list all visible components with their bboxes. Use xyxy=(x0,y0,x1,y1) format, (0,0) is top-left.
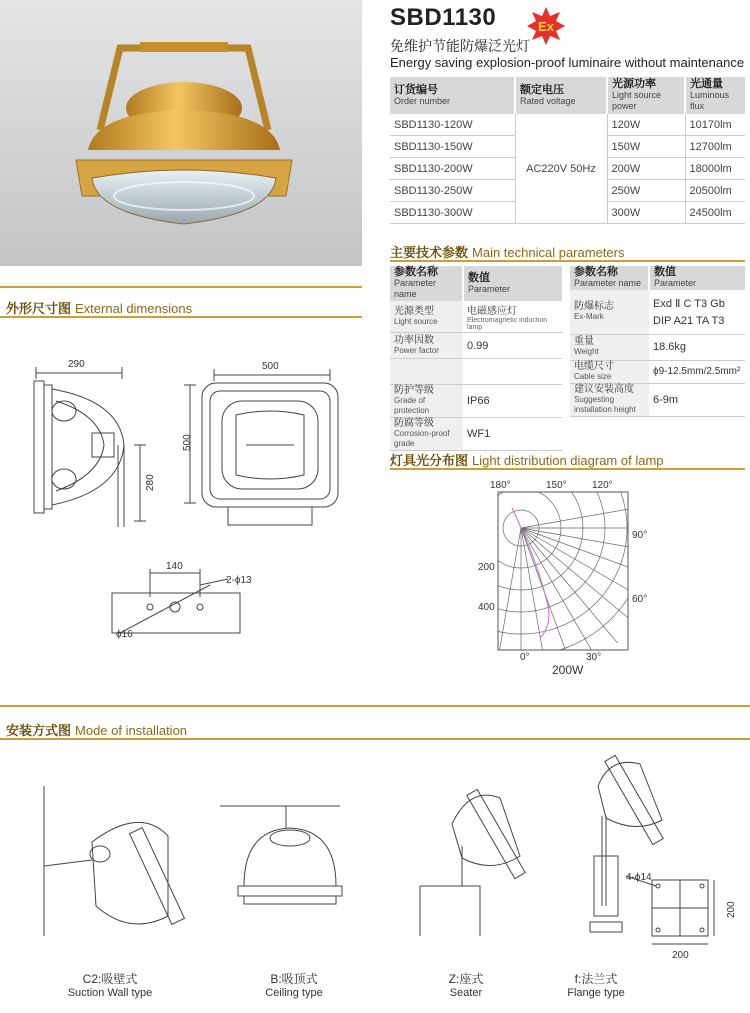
install-caption-flange: f:法兰式 Flange type xyxy=(567,972,625,999)
light-power: 120W xyxy=(607,114,685,136)
order-number: SBD1130-300W xyxy=(390,202,515,224)
install-caption-wall: C2:吸壁式 Suction Wall type xyxy=(67,972,153,999)
dim-500-height: 500 xyxy=(182,434,193,451)
table-row: 防爆标志 Ex-Mark Exd Ⅱ C T3 Gb DIP A21 TA T3 xyxy=(570,290,745,334)
ex-badge-text: Ex xyxy=(538,19,554,34)
table-row: 重量 Weight 18.6kg xyxy=(570,334,745,360)
section-install-title: 安装方式图 Mode of installation xyxy=(6,723,188,738)
polar-spoke xyxy=(521,502,656,528)
product-photo xyxy=(0,0,362,266)
radius-label: 200 xyxy=(478,562,495,573)
install-caption-seater: Z:座式 Seater xyxy=(448,972,484,999)
light-power: 150W xyxy=(607,136,685,158)
luminous-flux: 20500lm xyxy=(685,180,745,202)
radius-label: 400 xyxy=(478,602,495,613)
install-caption-ceiling: B:吸顶式 Ceiling type xyxy=(265,972,323,999)
table-row: 功率因数 Power factor 0.99 xyxy=(390,333,562,359)
dim-500-width: 500 xyxy=(262,361,279,372)
section-tech-title: 主要技术参数 Main technical parameters xyxy=(390,245,625,260)
section-light-title: 灯具光分布图 Light distribution diagram of lamp xyxy=(390,453,664,468)
luminous-flux: 10170lm xyxy=(685,114,745,136)
params-table-right: 参数名称 Parameter name 数值 Parameter 防爆标志 Ex-Mark Exd Ⅱ C T3 Gb DIP A21 TA T3 重量 Weight 18.6kg 电缆尺寸 Cable size ϕ9-12.5mm/2.5mm² 建议安装高度 Suggesting installation height 6-9m xyxy=(570,266,745,417)
angle-label: 180° xyxy=(490,480,511,491)
flange-holes: 4-ϕ14 xyxy=(626,872,652,883)
section-divider xyxy=(0,705,750,707)
table-row: 光源类型 Light source 电磁感应灯 Electromagnetic induction lamp xyxy=(390,301,562,333)
order-number: SBD1130-120W xyxy=(390,114,515,136)
order-table xyxy=(390,77,745,224)
table-row: 防腐等级 Corrosion-proof grade WF1 xyxy=(390,418,562,451)
light-distribution-diagram xyxy=(476,478,656,678)
polar-ring xyxy=(476,478,649,656)
polar-ring xyxy=(476,478,627,634)
section-dims-title: 外形尺寸图 External dimensions xyxy=(6,301,193,316)
params-table-left: 参数名称 Parameter name 数值 Parameter 光源类型 Light source 电磁感应灯 Electromagnetic induction lamp 功率因数 Power factor 0.99 防护等级 Grade of protection IP66 防腐等级 Corrosion-proof grade WF1 xyxy=(390,266,562,451)
section-divider xyxy=(390,260,745,262)
light-power: 200W xyxy=(607,158,685,180)
table-row xyxy=(390,359,562,385)
angle-label: 90° xyxy=(632,530,648,541)
title-chinese: 免维护节能防爆泛光灯 xyxy=(390,38,530,54)
rated-voltage: AC220V 50Hz xyxy=(515,114,607,224)
polar-ring xyxy=(476,478,583,590)
dim-holes: 2-ϕ13 xyxy=(226,575,252,586)
order-number: SBD1130-200W xyxy=(390,158,515,180)
dim-280: 280 xyxy=(145,474,156,491)
installation-drawings xyxy=(0,746,750,966)
table-row xyxy=(390,114,745,136)
angle-label: 120° xyxy=(592,480,613,491)
luminous-flux: 24500lm xyxy=(685,202,745,224)
angle-label: 0° xyxy=(520,652,530,663)
flange-width: 200 xyxy=(672,950,689,961)
flange-height: 200 xyxy=(726,901,737,918)
section-divider xyxy=(390,468,745,470)
table-row: 电缆尺寸 Cable size ϕ9-12.5mm/2.5mm² xyxy=(570,360,745,383)
ex-explosion-badge xyxy=(526,6,566,46)
order-table-header: 订货编号 Order number 额定电压 Rated voltage 光源功率 Light source power 光通量 Luminous flux xyxy=(390,77,745,114)
light-power: 300W xyxy=(607,202,685,224)
title-english: Energy saving explosion-proof luminaire without maintenance xyxy=(390,55,745,70)
model-number: SBD1130 xyxy=(390,4,497,31)
table-row: 建议安装高度 Suggesting installation height 6-9m xyxy=(570,383,745,416)
polar-spoke xyxy=(495,528,521,676)
luminous-flux: 12700lm xyxy=(685,136,745,158)
order-number: SBD1130-250W xyxy=(390,180,515,202)
table-row: 防护等级 Grade of protection IP66 xyxy=(390,385,562,418)
dim-290: 290 xyxy=(68,359,85,370)
section-divider xyxy=(0,316,362,318)
luminous-flux: 18000lm xyxy=(685,158,745,180)
polar-ring xyxy=(476,478,605,612)
order-number: SBD1130-150W xyxy=(390,136,515,158)
dim-phi16: ϕ16 xyxy=(116,629,133,640)
lamp-photo-illustration xyxy=(0,0,362,266)
angle-label: 150° xyxy=(546,480,567,491)
light-power: 250W xyxy=(607,180,685,202)
section-divider xyxy=(0,738,750,740)
angle-label: 60° xyxy=(632,594,648,605)
angle-label: 30° xyxy=(586,652,602,663)
dimension-drawings xyxy=(0,345,362,655)
dim-140: 140 xyxy=(166,561,183,572)
section-divider xyxy=(0,286,362,288)
polar-caption: 200W xyxy=(552,663,584,677)
